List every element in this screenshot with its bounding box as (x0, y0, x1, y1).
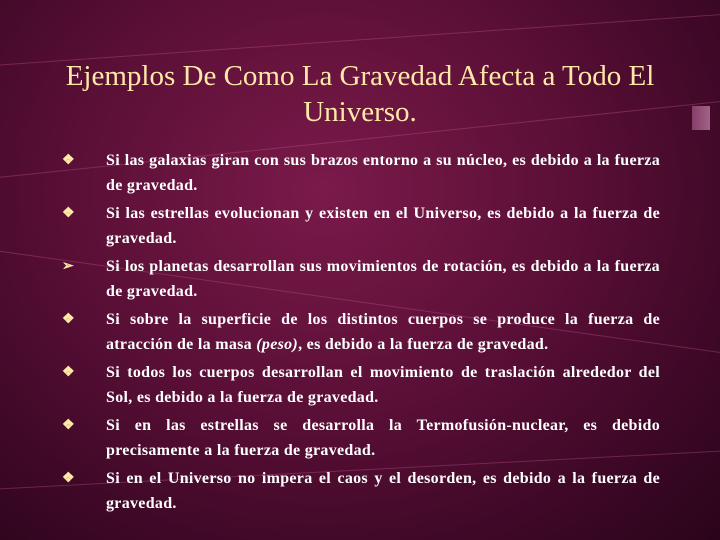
diamond-bullet-icon: ❖ (62, 153, 75, 168)
bullet-list (60, 148, 660, 516)
bullet-text: Si sobre la superficie de los distintos cuerpos se produce la fuerza de atracción de la masa (peso), es debido a la fuerza de gravedad. (106, 311, 660, 353)
bullet-item (60, 307, 660, 357)
bullet-text: Si en las estrellas se desarrolla la Termofusión-nuclear, es debido precisamente a la fuerza de gravedad. (106, 417, 660, 459)
decorative-tab (692, 106, 710, 130)
diamond-bullet-icon: ❖ (62, 365, 75, 380)
bullet-text: Si los planetas desarrollan sus movimientos de rotación, es debido a la fuerza de gravedad. (106, 258, 660, 300)
diamond-bullet-icon: ❖ (62, 418, 75, 433)
bullet-item (60, 413, 660, 463)
bullet-item (60, 148, 660, 198)
bullet-text: Si en el Universo no impera el caos y el desorden, es debido a la fuerza de gravedad. (106, 470, 660, 512)
bullet-item (60, 201, 660, 251)
bullet-item (60, 360, 660, 410)
bullet-text: Si las galaxias giran con sus brazos entorno a su núcleo, es debido a la fuerza de gravedad. (106, 152, 660, 194)
emphasis-text: (peso) (256, 336, 299, 353)
arrow-bullet-icon: ➢ (62, 259, 75, 274)
bullet-text: Si todos los cuerpos desarrollan el movimiento de traslación alrededor del Sol, es debido a la fuerza de gravedad. (106, 364, 660, 406)
diamond-bullet-icon: ❖ (62, 471, 75, 486)
bullet-item (60, 466, 660, 516)
diamond-bullet-icon: ❖ (62, 206, 75, 221)
bullet-item (60, 254, 660, 304)
bullet-text: Si las estrellas evolucionan y existen en el Universo, es debido a la fuerza de gravedad. (106, 205, 660, 247)
diamond-bullet-icon: ❖ (62, 312, 75, 327)
slide-title: Ejemplos De Como La Gravedad Afecta a Todo El Universo. (65, 60, 655, 128)
